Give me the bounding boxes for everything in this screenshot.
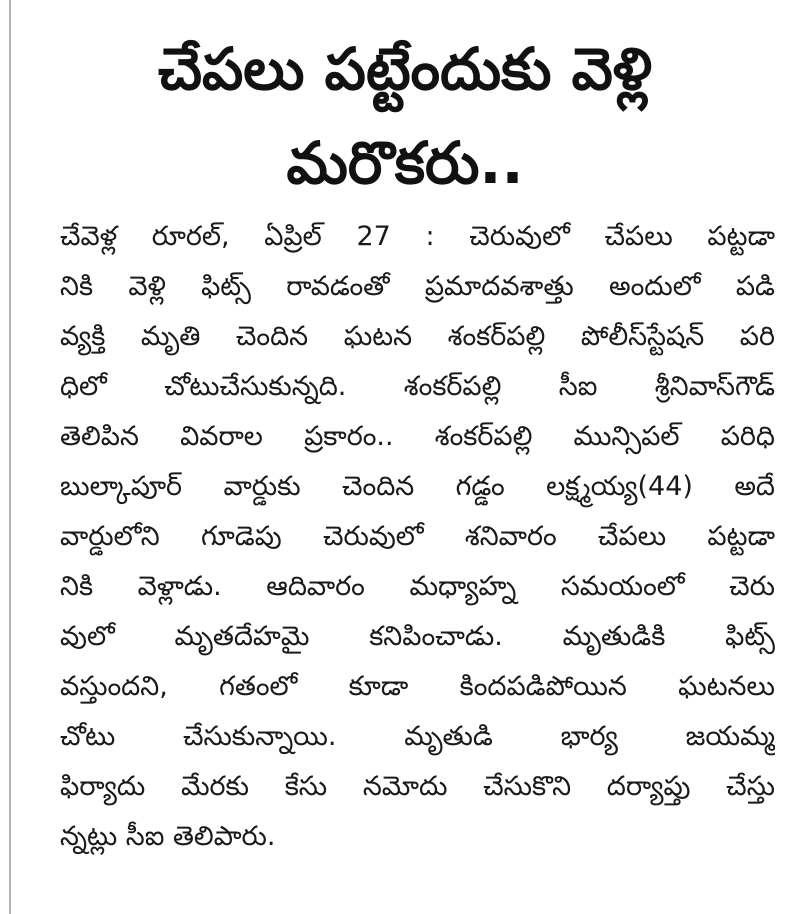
body-line-10: వస్తుందని, గతంలో కూడా కిందపడిపోయిన ఘటనలు — [60, 671, 775, 702]
body-line-1: చేవెళ్ల రూరల్, ఏప్రిల్ 27 : చెరువులో చేపలు పట్టడా — [60, 221, 775, 252]
body-line-9: వులో మృతదేహమై కనిపించాడు. మృతుడికి ఫిట్స్ — [60, 621, 775, 652]
headline-line-2: మరొకరు.. — [286, 129, 524, 197]
body-line-2: నికి వెళ్లి ఫిట్స్ రావడంతో ప్రమాదవశాత్తు అందులో పడి — [60, 271, 775, 302]
body-line-13: న్నట్లు సీఐ తెలిపారు. — [60, 821, 276, 852]
body-line-7: వార్డులోని గూడెపు చెరువులో శనివారం చేపలు పట్టడా — [60, 521, 775, 552]
body-line-3: వ్యక్తి మృతి చెందిన ఘటన శంకర్‌పల్లి పోలీస్‌స్టేషన్ పరి — [60, 321, 775, 352]
column-divider — [9, 0, 11, 914]
body-line-5: తెలిపిన వివరాల ప్రకారం.. శంకర్‌పల్లి మున్సిపల్ పరిధి — [60, 421, 775, 452]
body-line-12: ఫిర్యాదు మేరకు కేసు నమోదు చేసుకొని దర్యాప్తు చేస్తు — [60, 771, 775, 802]
article-body — [60, 212, 775, 862]
headline-line-1: చేపలు పట్టేందుకు వెళ్లి — [157, 35, 653, 103]
body-line-6: బుల్కాపూర్ వార్డుకు చెందిన గడ్డం లక్ష్మయ్య(44) అదే — [60, 471, 775, 502]
body-line-4: ధిలో చోటుచేసుకున్నది. శంకర్‌పల్లి సీఐ శ్రీనివాస్‌గౌడ్ — [60, 371, 775, 402]
body-line-8: నికి వెళ్లాడు. ఆదివారం మధ్యాహ్న సమయంలో చెరు — [60, 571, 775, 602]
body-line-11: చోటు చేసుకున్నాయి. మృతుడి భార్య జయమ్మ — [60, 721, 775, 752]
